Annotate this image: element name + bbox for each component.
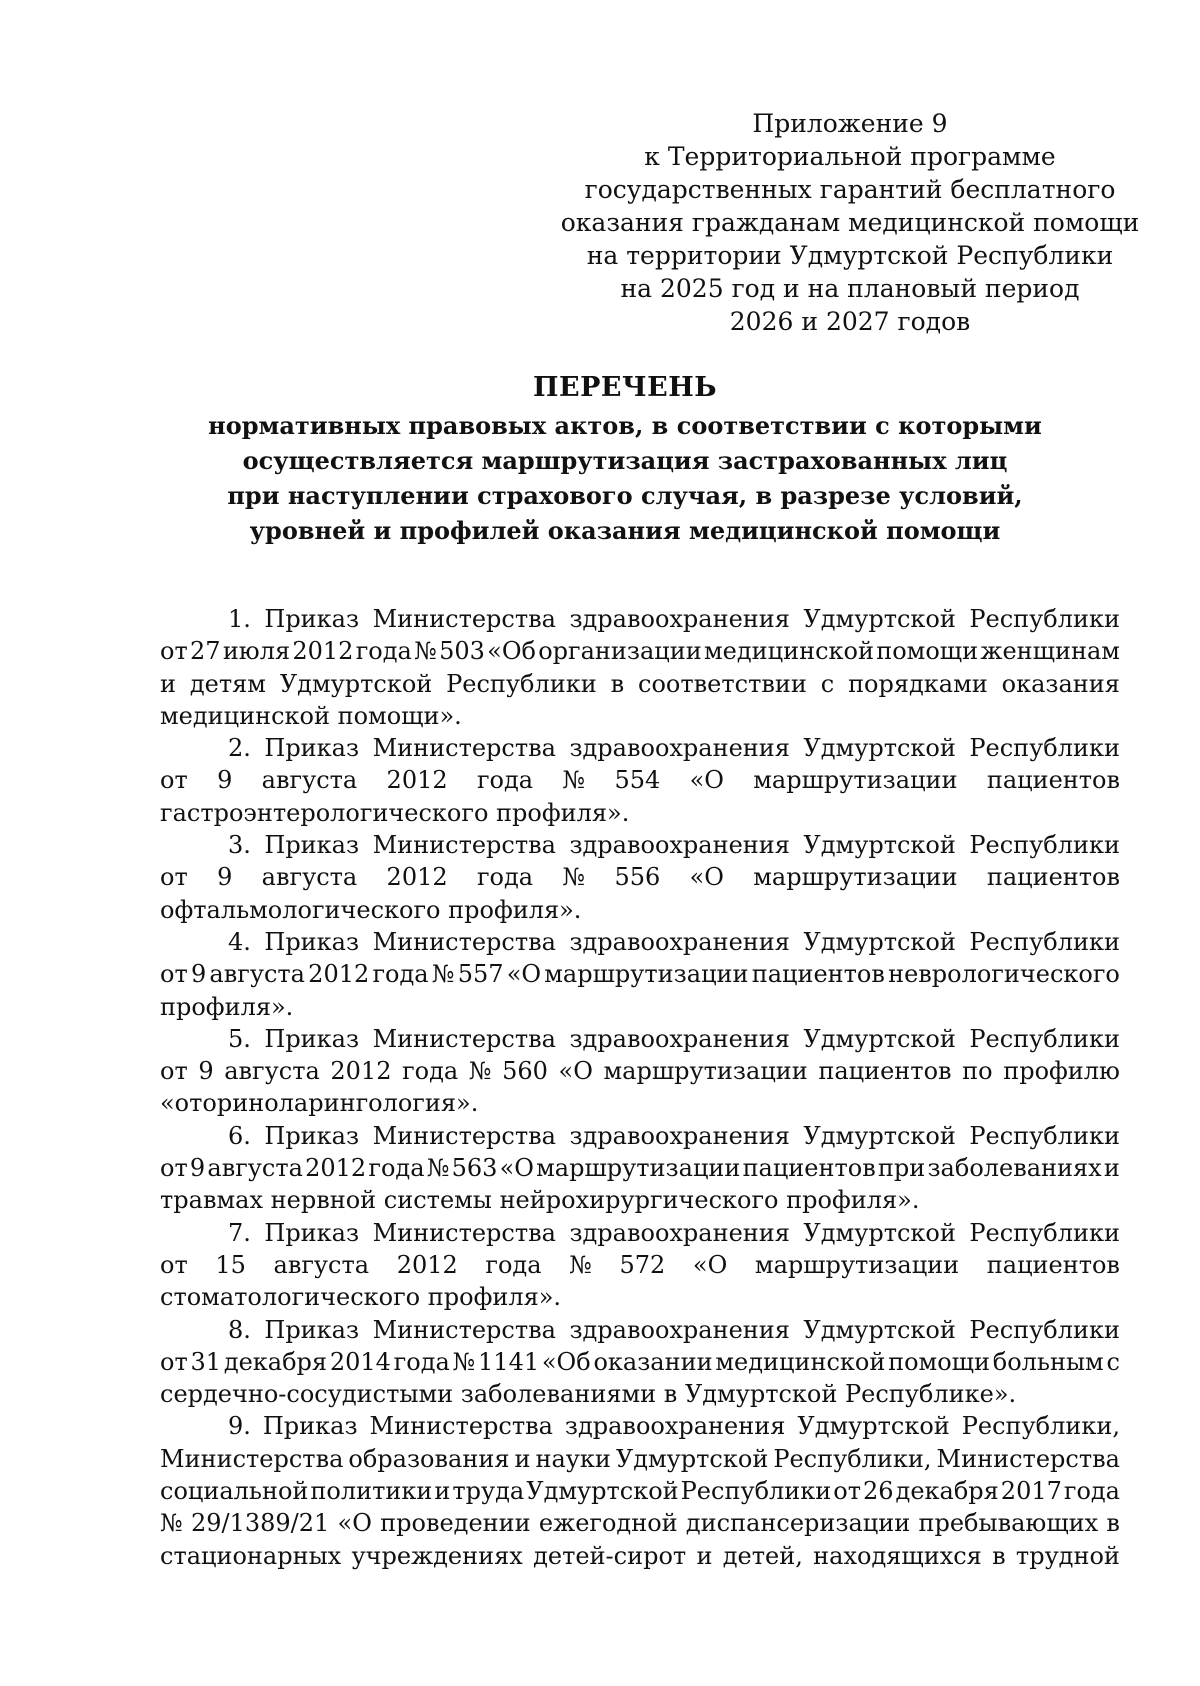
word: «О [558,1057,593,1086]
word: 2012 [396,1250,458,1279]
word: соответствии [638,669,807,698]
word: августа [224,1057,320,1086]
word: маршрутизации [544,960,749,989]
word: здравоохранения [569,1218,790,1247]
word: пребывающих [918,1509,1099,1538]
list-item [160,732,1120,829]
word: 554 [614,766,661,795]
document-heading [160,368,1090,548]
word: маршрутизации [536,1154,741,1183]
word: здравоохранения [569,1315,790,1344]
word: августа [261,766,358,795]
word: профиля». [496,798,630,827]
word: оказании [593,1347,713,1376]
word: «О [689,766,724,795]
word: 2012 [308,960,370,989]
word: Приказ [264,927,360,956]
annex-line: государственных гарантий бесплатного [584,175,1116,204]
text-line [160,1120,1120,1152]
word: «О [506,960,542,989]
word: Министерства [372,1315,556,1344]
word: здравоохранения [569,1121,790,1150]
word: 503 [439,637,485,666]
word: от [160,637,188,666]
word: медицинской [160,701,330,730]
word: оказания [1001,669,1120,698]
word: пациентов [986,766,1120,795]
word: гастроэнтерологического [160,798,489,827]
word: «Об [487,637,536,666]
word: с [820,669,835,698]
word: Приказ [262,1412,358,1441]
word: Министерства [372,927,556,956]
word: нервной [270,1186,377,1215]
word: 2012 [386,766,448,795]
word: года [393,1347,450,1376]
word: детям [189,669,266,698]
list-item [160,926,1120,1023]
word: от [160,1057,188,1086]
word: порядками [848,669,988,698]
word: Министерства [372,1121,556,1150]
word: Удмуртской [803,1218,956,1247]
word: от [160,1347,188,1376]
text-line [160,668,1120,700]
annex-line: Приложение 9 [752,109,948,138]
word: помощи». [337,701,462,730]
word: 8. [228,1315,251,1344]
word: Министерства [372,734,556,763]
word: в [610,669,625,698]
word: профилю [1003,1057,1120,1086]
word: года [355,637,412,666]
word: и [696,1541,713,1570]
word: года [1063,1477,1120,1506]
word: Республики, [961,1412,1120,1441]
list-item [160,1217,1120,1314]
word: Удмуртской [803,1024,956,1053]
word: и [160,669,176,698]
word: № [426,1154,450,1183]
word: Республики [680,1477,832,1506]
word: августа [261,863,358,892]
list-item [160,1314,1120,1411]
word: 26 [863,1477,894,1506]
word: медицинской [704,637,874,666]
text-line [160,1217,1120,1249]
word: № [562,863,586,892]
word: «О [499,1154,534,1183]
word: Удмуртской [803,1121,956,1150]
word: науки [535,1444,611,1473]
word: и [514,1444,531,1473]
text-line [160,797,1120,829]
word: «оториноларингология». [160,1089,479,1118]
word: № [452,1347,476,1376]
word: Приказ [264,1024,360,1053]
word: женщинам [980,637,1120,666]
word: здравоохранения [569,605,790,633]
word: профиля». [427,1283,562,1312]
word: и [434,1477,451,1506]
word: пациентов [751,960,885,989]
word: по [962,1057,993,1086]
word: профиля». [160,992,294,1021]
word: Министерства [372,1218,556,1247]
word: пациентов [818,1057,952,1086]
word: заболеваниями [460,1380,657,1409]
word: 9 [198,1057,214,1086]
word: Республики [969,1024,1120,1053]
word: № [569,1250,592,1279]
word: 560 [502,1057,548,1086]
text-line [160,1475,1120,1507]
word: от [160,766,188,795]
word: 2. [228,734,251,763]
text-line [160,894,1120,926]
annex-line: оказания гражданам медицинской помощи [560,208,1140,237]
word: 5. [228,1024,251,1053]
word: Удмуртской [803,927,956,956]
text-line [160,1184,1120,1216]
word: Министерства [372,831,556,860]
word: декабря [895,1477,999,1506]
text-line [160,829,1120,861]
word: 29/1389/21 [190,1509,330,1538]
word: 572 [619,1250,666,1279]
word: 27 [190,637,221,666]
word: больным [992,1347,1104,1376]
word: находящихся [813,1541,982,1570]
word: Удмуртской [684,1380,838,1409]
word: организации [538,637,702,666]
word: детей, [722,1541,803,1570]
text-line [160,991,1120,1023]
word: 2012 [305,1154,367,1183]
text-line [160,926,1120,958]
text-line [160,1055,1120,1087]
word: 557 [457,960,504,989]
text-line [160,1540,1120,1572]
annex-line: на территории Удмуртской Республики [586,241,1114,270]
subtitle-line: нормативных правовых актов, в соответствии с которыми [208,411,1042,440]
word: труда [452,1477,525,1506]
word: августа [273,1250,370,1279]
text-line [160,1507,1120,1539]
word: детей-сирот [533,1541,687,1570]
word: «О [689,863,724,892]
word: 1. [228,605,251,633]
word: маршрутизации [754,1250,960,1279]
word: Министерства [160,1444,344,1473]
word: пациентов [742,1154,876,1183]
word: системы [383,1186,492,1215]
text-line [160,958,1120,990]
word: № [431,960,455,989]
word: года [476,863,534,892]
list-item [160,603,1120,732]
list-item [160,1023,1120,1120]
word: Приказ [264,831,360,860]
word: № [468,1057,492,1086]
word: при [877,1154,926,1183]
word: стоматологического [160,1283,421,1312]
word: от [160,863,188,892]
text-line [160,1378,1120,1410]
word: здравоохранения [564,1412,786,1441]
word: Удмуртской [803,1315,956,1344]
word: Республики [969,1315,1120,1344]
text-line [160,861,1120,893]
word: 9 [189,1154,206,1183]
word: Приказ [264,734,360,763]
word: «О [692,1250,728,1279]
word: 9 [217,766,233,795]
word: года [368,1154,425,1183]
word: Приказ [264,605,360,633]
word: Министерства [936,1444,1120,1473]
word: Республики, [773,1444,932,1473]
word: политики [310,1477,433,1506]
word: с [1106,1347,1120,1376]
word: года [476,766,534,795]
word: Приказ [264,1315,360,1344]
annex-header [560,107,1140,338]
word: маршрутизации [753,863,958,892]
list-item [160,1410,1120,1571]
word: от [160,1250,188,1279]
word: № [414,637,437,666]
word: от [160,1154,188,1183]
word: профиля». [448,895,582,924]
word: учреждениях [351,1541,523,1570]
word: июля [222,637,291,666]
word: 7. [228,1218,251,1247]
word: нейрохирургического [499,1186,779,1215]
text-line [160,635,1120,667]
word: помощи [888,1347,990,1376]
word: 9 [190,960,207,989]
annex-line: к Территориальной программе [644,142,1056,171]
word: 4. [228,927,251,956]
word: 2012 [386,863,448,892]
word: декабря [223,1347,328,1376]
list-item [160,829,1120,926]
word: Приказ [264,1218,360,1247]
word: Республики [446,669,597,698]
word: проведении [380,1509,531,1538]
text-line [160,1346,1120,1378]
word: маршрутизации [753,766,958,795]
word: августа [209,960,305,989]
word: 9 [217,863,233,892]
word: заболеваниях [927,1154,1102,1183]
word: № [562,766,586,795]
word: в [1106,1509,1120,1538]
word: Удмуртской [803,831,956,860]
text-line [160,700,1120,732]
annex-line: 2026 и 2027 годов [729,307,971,336]
word: Республики [969,1121,1120,1150]
word: 1141 [478,1347,540,1376]
word: сердечно-сосудистыми [160,1380,454,1409]
text-line [160,1314,1120,1346]
word: Министерства [372,1024,556,1053]
word: травмах [160,1186,263,1215]
word: Республики [969,734,1120,763]
word: «О [337,1509,372,1538]
word: 2012 [292,637,354,666]
word: 556 [614,863,661,892]
word: № [160,1509,183,1538]
word: Удмуртской [615,1444,769,1473]
document-subtitle [160,408,1090,548]
word: маршрутизации [603,1057,808,1086]
word: 3. [228,831,251,860]
word: «Об [541,1347,591,1376]
word: Министерства [372,605,556,633]
word: профиля». [786,1186,920,1215]
word: пациентов [986,863,1120,892]
acts-list [160,603,1120,1572]
word: Республики [969,831,1120,860]
word: 15 [215,1250,246,1279]
word: Приказ [264,1121,360,1150]
word: 6. [228,1121,251,1150]
word: помощи [876,637,979,666]
text-line [160,1281,1120,1313]
subtitle-line: осуществляется маршрутизация застрахованных лиц [242,446,1008,475]
word: года [485,1250,542,1279]
text-line [160,603,1120,635]
word: и [1103,1154,1120,1183]
word: здравоохранения [569,927,790,956]
word: Республики [969,1218,1120,1247]
word: 2017 [1000,1477,1062,1506]
document-title: ПЕРЕЧЕНЬ [533,372,717,403]
text-line [160,1152,1120,1184]
word: здравоохранения [569,1024,790,1053]
word: пациентов [986,1250,1120,1279]
word: года [402,1057,459,1086]
word: стационарных [160,1541,342,1570]
word: диспансеризации [685,1509,911,1538]
word: Республики [969,927,1120,956]
word: Удмуртской [803,605,956,633]
word: 9. [228,1412,251,1441]
word: офтальмологического [160,895,441,924]
word: здравоохранения [569,831,790,860]
word: Удмуртской [803,734,956,763]
word: от [160,960,188,989]
word: Удмуртской [279,669,433,698]
text-line [160,1443,1120,1475]
word: Удмуртской [526,1477,679,1506]
word: года [372,960,429,989]
word: здравоохранения [569,734,790,763]
text-line [160,1087,1120,1119]
text-line [160,1410,1120,1442]
word: от [833,1477,861,1506]
word: медицинской [715,1347,886,1376]
word: 2014 [329,1347,391,1376]
list-item [160,1120,1120,1217]
word: Республики [969,605,1120,633]
text-line [160,1249,1120,1281]
text-line [160,1023,1120,1055]
annex-line: на 2025 год и на плановый период [620,274,1080,303]
word: в [992,1541,1006,1570]
subtitle-line: уровней и профилей оказания медицинской помощи [249,516,1001,545]
word: Республике». [845,1380,1017,1409]
word: Удмуртской [797,1412,950,1441]
word: социальной [160,1477,309,1506]
word: неврологического [888,960,1120,989]
text-line [160,732,1120,764]
text-line [160,764,1120,796]
word: 31 [190,1347,222,1376]
word: в [663,1380,678,1409]
word: образования [348,1444,510,1473]
word: ежегодной [538,1509,678,1538]
word: августа [207,1154,303,1183]
word: трудной [1015,1541,1120,1570]
word: Министерства [369,1412,553,1441]
word: 2012 [330,1057,392,1086]
subtitle-line: при наступлении страхового случая, в разрезе условий, [227,481,1023,510]
word: 563 [451,1154,498,1183]
